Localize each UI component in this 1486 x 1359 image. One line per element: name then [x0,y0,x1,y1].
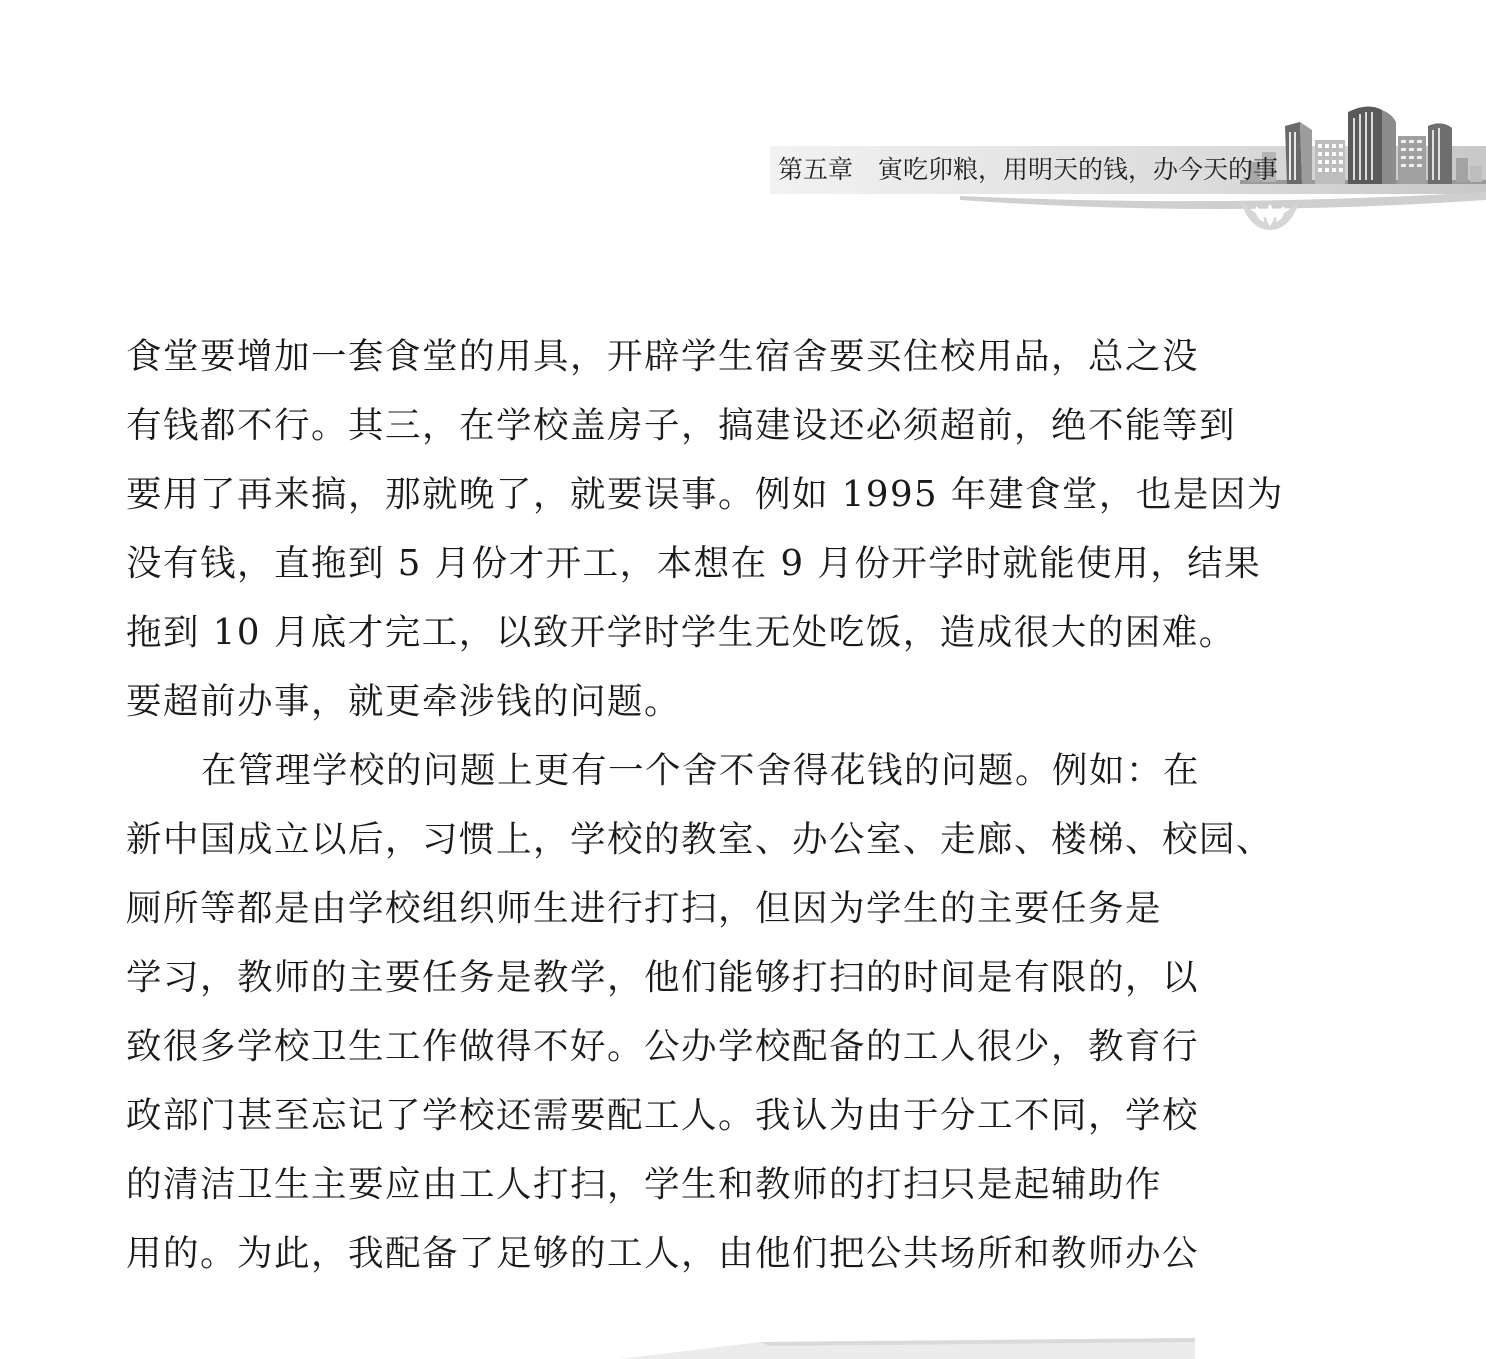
text-line: 厕所等都是由学校组织师生进行打扫，但因为学生的主要任务是 [126,888,1163,929]
text-line: 的清洁卫生主要应由工人打扫，学生和教师的打扫只是起辅助作 [126,1164,1163,1205]
text-line: 政部门甚至忘记了学校还需要配工人。我认为由于分工不同，学校 [126,1095,1200,1136]
text-line: 拖到 10 月底才完工，以致开学时学生无处吃饭，造成很大的困难。 [126,612,1236,653]
text-line: 学习，教师的主要任务是教学，他们能够打扫的时间是有限的，以 [126,957,1200,998]
running-header [770,100,1486,235]
text-line: 有钱都不行。其三，在学校盖房子，搞建设还必须超前，绝不能等到 [126,405,1237,446]
text-line: 新中国成立以后，习惯上，学校的教室、办公室、走廊、楼梯、校园、 [126,819,1274,860]
text-line: 没有钱，直拖到 5 月份才开工，本想在 9 月份开学时就能使用，结果 [126,543,1262,584]
text-line: 致很多学校卫生工作做得不好。公办学校配备的工人很少，教育行 [126,1026,1200,1067]
paragraph [126,322,1284,736]
running-header-title: 第五章 寅吃卯粮，用明天的钱，办今天的事 [778,155,1279,184]
text-line: 要超前办事，就更牵涉钱的问题。 [126,681,682,722]
body-text [126,322,1284,1288]
footer-band-decoration [600,1330,1200,1359]
text-line: 要用了再来搞，那就晚了，就要误事。例如 1995 年建食堂，也是因为 [126,474,1284,515]
text-line: 在管理学校的问题上更有一个舍不舍得花钱的问题。例如：在 [201,750,1201,791]
text-line: 食堂要增加一套食堂的用具，开辟学生宿舍要买住校用品，总之没 [126,336,1200,377]
paragraph [126,736,1274,1288]
text-line: 用的。为此，我配备了足够的工人，由他们把公共场所和教师办公 [126,1233,1200,1274]
